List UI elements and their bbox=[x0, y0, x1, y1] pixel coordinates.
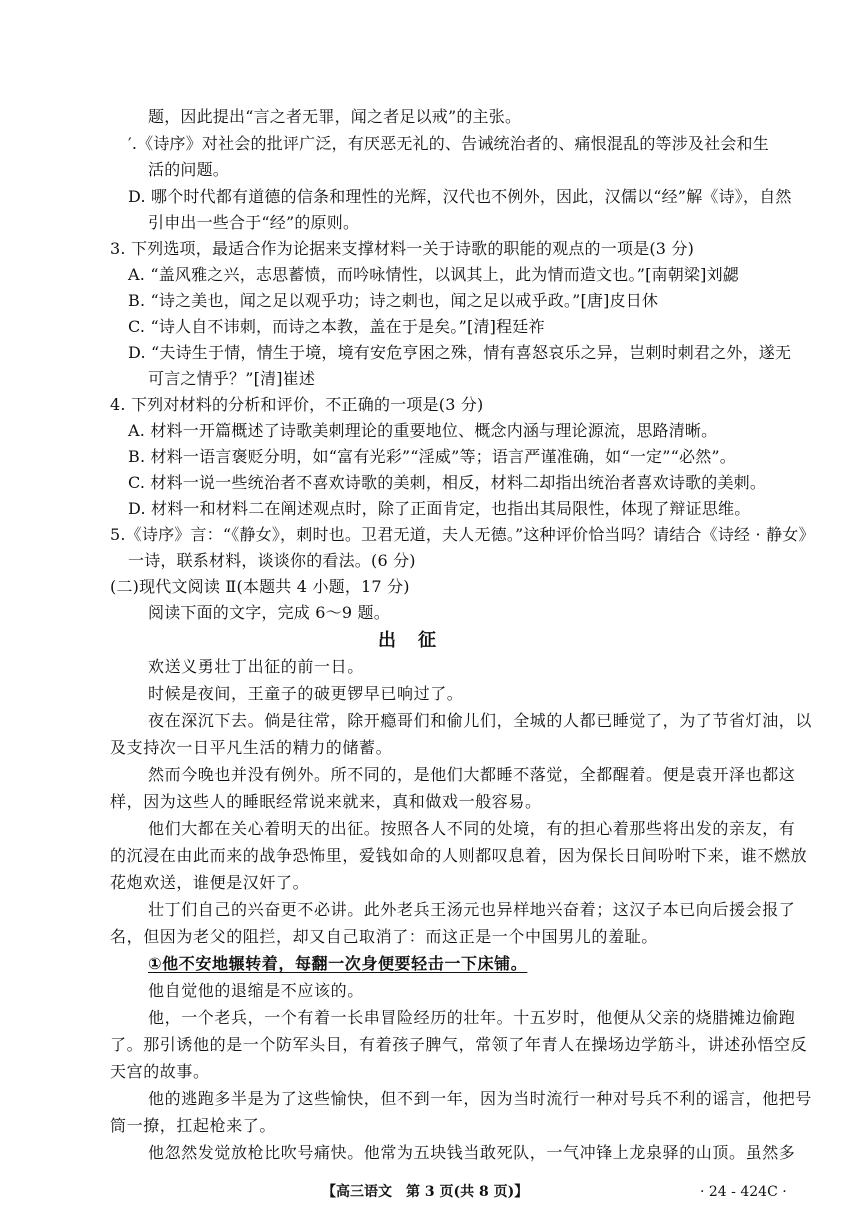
story-paragraph-3-line-1: 夜在深沉下去。倘是往常，除开瘾哥们和偷儿们，全城的人都已睡觉了，为了节省灯油，以 bbox=[148, 711, 813, 730]
story-paragraph-10-line-2: 筒一撩，扛起枪来了。 bbox=[110, 1116, 277, 1135]
question-4-option-a: A. 材料一开篇概述了诗歌美刺理论的重要地位、概念内涵与理论源流，思路清晰。 bbox=[128, 421, 718, 440]
question-5-line-1: 5.《诗序》言：“《静女》，刺时也。卫君无道，夫人无德。”这种评价恰当吗？请结合《诗经 · 静女》 bbox=[110, 525, 815, 544]
question-3-option-a: A. “盖风雅之兴，志思蓄愤，而吟咏情性，以讽其上，此为情而造文也。”[南朝梁]刘勰 bbox=[128, 265, 739, 284]
story-paragraph-6-line-2: 名，但因为老父的阻拦，却又自己取消了：而这正是一个中国男儿的羞耻。 bbox=[110, 927, 658, 946]
question-5-line-2: 一诗，联系材料，谈谈你的看法。(6 分) bbox=[128, 551, 416, 570]
option-c-line-1: ′.《诗序》对社会的批评广泛，有厌恶无礼的、告诫统治者的、痛恨混乱的等涉及社会和生 bbox=[128, 134, 769, 153]
story-paragraph-11-line-1: 他忽然发觉放枪比吹号痛快。他常为五块钱当敢死队，一气冲锋上龙泉驿的山顶。虽然多 bbox=[148, 1143, 796, 1162]
question-3-stem: 3. 下列选项，最适合作为论据来支撑材料一关于诗歌的职能的观点的一项是(3 分) bbox=[110, 239, 695, 258]
question-3-option-b: B. “诗之美也，闻之足以观乎功；诗之刺也，闻之足以戒乎政。”[唐]皮日休 bbox=[128, 291, 659, 310]
story-paragraph-9-line-3: 天宫的故事。 bbox=[110, 1062, 210, 1081]
option-c-line-2: 活的问题。 bbox=[148, 160, 230, 179]
story-underlined-sentence-1: ①他不安地辗转着，每翻一次身便要轻击一下床铺。 bbox=[148, 954, 528, 973]
story-paragraph-1: 欢送义勇壮丁出征的前一日。 bbox=[148, 657, 364, 676]
story-paragraph-8: 他自觉他的退缩是不应该的。 bbox=[148, 981, 364, 1000]
story-paragraph-9-line-1: 他，一个老兵，一个有着一长串冒险经历的壮年。十五岁时，他便从父亲的烧腊摊边偷跑 bbox=[148, 1008, 796, 1027]
story-paragraph-3-line-2: 及支持次一日平凡生活的精力的储蓄。 bbox=[110, 738, 393, 757]
question-3-option-c: C. “诗人自不讳刺，而诗之本教，盖在于是矣。”[清]程廷祚 bbox=[128, 317, 545, 336]
paper-code: · 24 - 424C · bbox=[700, 1184, 787, 1200]
question-4-option-d: D. 材料一和材料二在阐述观点时，除了正面肯定，也指出其局限性，体现了辩证思维。 bbox=[128, 499, 751, 518]
story-paragraph-5-line-1: 他们大都在关心着明天的出征。按照各人不同的处境，有的担心着那些将出发的亲友，有 bbox=[148, 819, 796, 838]
story-paragraph-10-line-1: 他的逃跑多半是为了这些愉快，但不到一年，因为当时流行一种对号兵不利的谣言，他把号 bbox=[148, 1089, 813, 1108]
question-4-stem: 4. 下列对材料的分析和评价，不正确的一项是(3 分) bbox=[110, 395, 484, 414]
question-4-option-b: B. 材料一语言褒贬分明，如“富有光彩”“淫威”等；语言严谨准确，如“一定”“必然”。 bbox=[128, 447, 736, 466]
story-paragraph-5-line-3: 花炮欢送，谁便是汉奸了。 bbox=[110, 873, 310, 892]
page-footer: 【高三语文 第 3 页(共 8 页)】 bbox=[322, 1184, 529, 1200]
story-title: 出征 bbox=[378, 630, 458, 651]
question-3-option-d-2: 可言之情乎？”[清]崔述 bbox=[148, 369, 316, 388]
question-3-option-d-1: D. “夫诗生于情，情生于境，境有安危亨困之殊，情有喜怒哀乐之异，岂刺时刺君之外，遂无 bbox=[128, 343, 792, 362]
story-paragraph-6-line-1: 壮丁们自己的兴奋更不必讲。此外老兵王汤元也异样地兴奋着；这汉子本已向后援会报了 bbox=[148, 900, 796, 919]
reading-instruction: 阅读下面的文字，完成 6～9 题。 bbox=[148, 603, 390, 622]
story-paragraph-5-line-2: 的沉浸在由此而来的战争恐怖里，爱钱如命的人则都叹息着，因为保长日间吩咐下来，谁不燃放 bbox=[110, 846, 808, 865]
question-4-option-c: C. 材料一说一些统治者不喜欢诗歌的美刺，相反，材料二却指出统治者喜欢诗歌的美刺。 bbox=[128, 473, 767, 492]
option-d-line-2: 引申出一些合于“经”的原则。 bbox=[148, 213, 360, 232]
story-paragraph-4-line-2: 样，因为这些人的睡眠经常说来就来，真和做戏一般容易。 bbox=[110, 792, 542, 811]
option-b-continuation: 题，因此提出“言之者无罪，闻之者足以戒”的主张。 bbox=[148, 107, 522, 126]
option-d-line-1: D. 哪个时代都有道德的信条和理性的光辉，汉代也不例外，因此，汉儒以“经”解《诗》，自然 bbox=[128, 187, 792, 206]
story-paragraph-4-line-1: 然而今晚也并没有例外。所不同的，是他们大都睡不落觉，全都醒着。便是袁开泽也都这 bbox=[148, 765, 796, 784]
story-paragraph-9-line-2: 了。那引诱他的是一个防军头目，有着孩子脾气，常领了年青人在操场边学筋斗，讲述孙悟空反 bbox=[110, 1035, 808, 1054]
section-header: (二)现代文阅读 Ⅱ(本题共 4 小题，17 分) bbox=[110, 577, 410, 596]
story-paragraph-2: 时候是夜间，王童子的破更锣早已响过了。 bbox=[148, 684, 464, 703]
